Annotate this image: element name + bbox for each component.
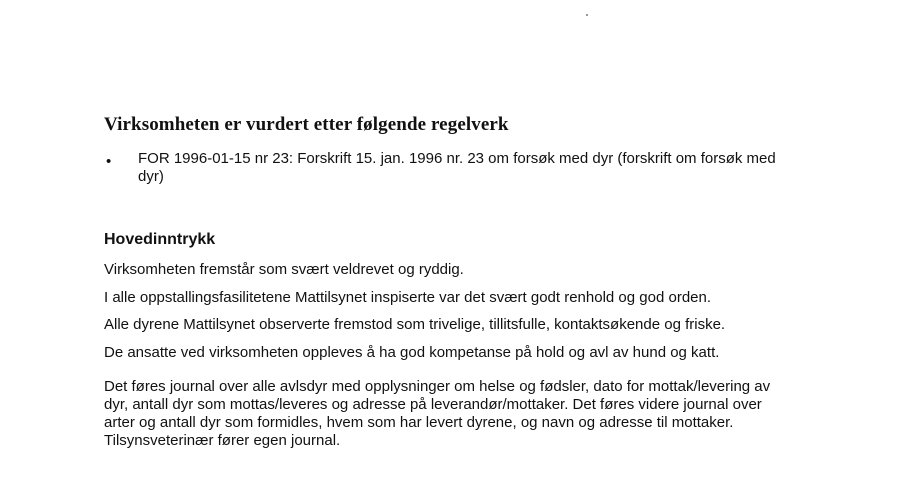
bullet-icon: • [106,153,112,170]
scan-speck [586,14,588,16]
impression-paragraph: I alle oppstallingsfasilitetene Mattilsynet inspiserte var det svært godt renhold og god orden. [104,289,712,306]
list-item-text: FOR 1996-01-15 nr 23: Forskrift 15. jan. 1996 nr. 23 om forsøk med dyr (forskrift om forsøk med dyr) [138,150,776,185]
list-item [104,150,784,186]
journal-paragraph: Det føres journal over alle avlsdyr med opplysninger om helse og fødsler, dato for mottak/levering av dyr, antall dyr som mottas/leveres og adresse på leverandør/mottaker. Det føres videre journal over arter og antall dyr som formidles, hvem som har levert dyrene, og navn og adresse til mottaker. Tilsynsveterinær fører egen journal. [104,378,771,449]
impression-paragraph: De ansatte ved virksomheten oppleves å ha god kompetanse på hold og avl av hund og katt. [104,344,720,361]
regulation-list [104,150,784,186]
impression-heading: Hovedinntrykk [104,231,216,248]
impression-paragraph: Alle dyrene Mattilsynet observerte fremstod som trivelige, tillitsfulle, kontaktsøkende og friske. [104,316,726,333]
impression-paragraph: Virksomheten fremstår som svært veldrevet og ryddig. [104,261,464,278]
section-title: Virksomheten er vurdert etter følgende regelverk [104,114,509,135]
